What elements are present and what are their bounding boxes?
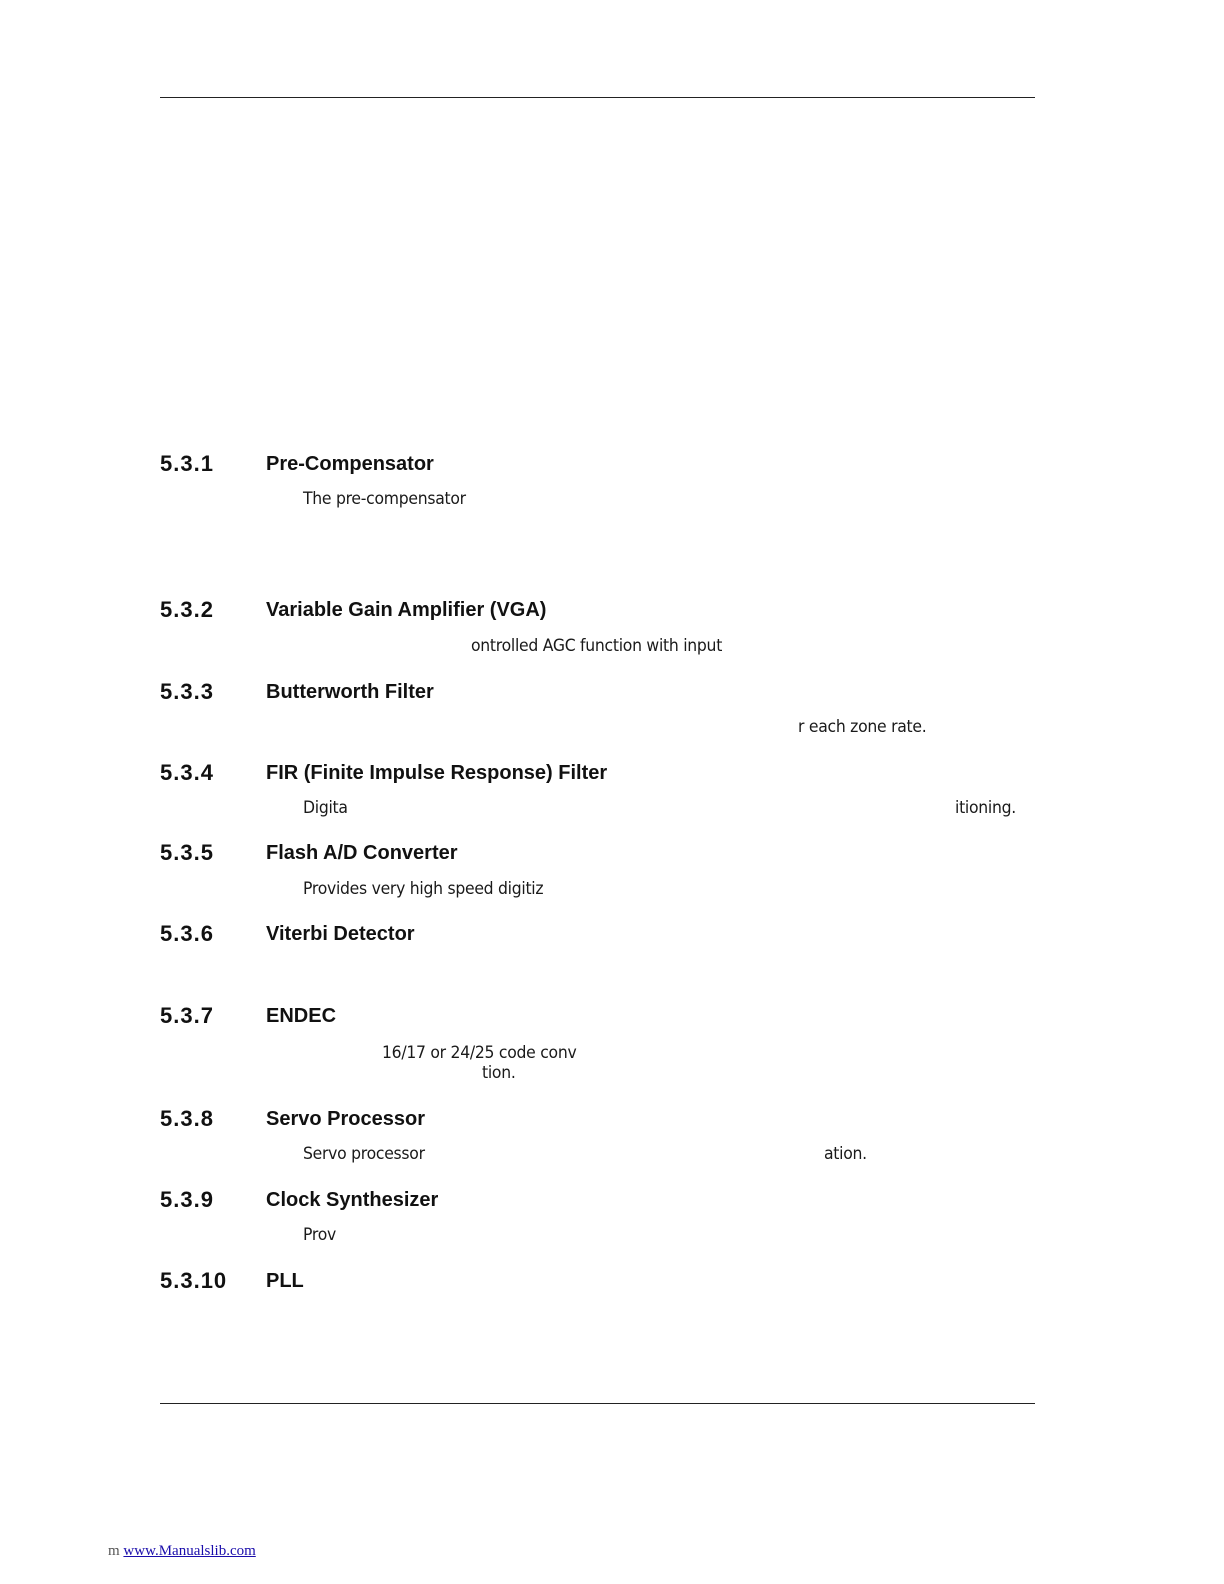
section-number: 5.3.10 (160, 1268, 228, 1293)
section-number: 5.3.4 (160, 760, 214, 785)
body-text: itioning. (955, 798, 1016, 818)
section-number: 5.3.7 (160, 1003, 214, 1028)
section-heading: Flash A/D Converter (266, 842, 458, 864)
section-heading: Butterworth Filter (266, 681, 434, 703)
section-heading: Clock Synthesizer (266, 1189, 439, 1211)
manualslib-link[interactable]: www.Manualslib.com (123, 1543, 256, 1559)
body-text: Digita (303, 798, 348, 818)
section-number: 5.3.8 (160, 1106, 214, 1131)
section-heading: ENDEC (266, 1005, 337, 1027)
section-number: 5.3.5 (160, 840, 214, 865)
body-text: r each zone rate. (798, 717, 927, 737)
section-heading: Viterbi Detector (266, 923, 415, 945)
body-text: tion. (482, 1063, 516, 1083)
body-text: Prov (303, 1225, 336, 1245)
section-number: 5.3.9 (160, 1187, 214, 1212)
body-text: The pre-compensator (303, 489, 466, 509)
section-heading: PLL (266, 1270, 304, 1292)
section-number: 5.3.1 (160, 451, 214, 476)
section-heading: Variable Gain Amplifier (VGA) (266, 599, 547, 621)
body-text: Servo processor (303, 1144, 425, 1164)
section-number: 5.3.3 (160, 679, 214, 704)
section-number: 5.3.6 (160, 921, 214, 946)
body-text: ontrolled AGC function with input (471, 636, 723, 656)
header-rule (160, 97, 1035, 98)
section-heading: Servo Processor (266, 1108, 425, 1130)
section-number: 5.3.2 (160, 597, 214, 622)
body-text: Provides very high speed digitiz (303, 879, 544, 899)
section-heading: FIR (Finite Impulse Response) Filter (266, 762, 608, 784)
footer-prefix: m (108, 1543, 120, 1559)
body-text: 16/17 or 24/25 code conv (382, 1043, 577, 1063)
body-text: ation. (824, 1144, 867, 1164)
footer-rule (160, 1403, 1035, 1404)
footer (108, 1542, 256, 1560)
section-heading: Pre-Compensator (266, 453, 434, 475)
